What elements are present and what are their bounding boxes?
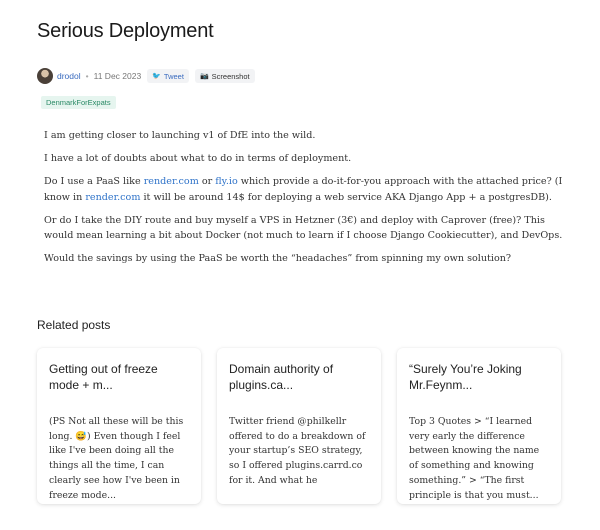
paragraph-5: Would the savings by using the PaaS be worth the “headaches” from spinning my own solution? [44, 253, 512, 264]
paragraph-4: Or do I take the DIY route and buy myself a VPS in Hetzner (3€) and deploy with Caprover (free)? This would mean learning a bit about Docker (not much to learn if I choose Django Cookiecutter), and DevOps. [44, 214, 563, 241]
related-posts-heading: Related posts [37, 318, 111, 332]
related-card-2[interactable] [217, 348, 381, 504]
paragraph-1: I am getting closer to launching v1 of DfE into the wild. [44, 130, 316, 141]
post-meta [37, 66, 255, 86]
text-span: it will be around 14$ for deploying a web service AKA Django App + a postgresDB). [140, 191, 552, 203]
paragraph-2: I have a lot of doubts about what to do in terms of deployment. [44, 153, 352, 164]
render-link[interactable]: render.com [143, 176, 199, 187]
card-title[interactable]: Domain authority of plugins.ca... [229, 362, 334, 392]
separator-dot: • [85, 71, 89, 81]
card-excerpt: Top 3 Quotes > “I learned very early the difference between knowing the name of something and knowing something.” > “The first principle is that you must... [409, 416, 540, 501]
tweet-button[interactable] [147, 69, 189, 83]
render-link-2[interactable]: render.com [85, 191, 141, 203]
twitter-bird-icon: 🐦 [152, 73, 161, 80]
camera-icon: 📷 [199, 73, 209, 80]
card-excerpt: Twitter friend @philkellr offered to do a breakdown of your startup’s SEO strategy, so I offered plugins.carrd.co for it. And what he [229, 416, 366, 486]
card-title[interactable]: “Surely You’re Joking Mr.Feynm... [409, 362, 522, 392]
related-card-1[interactable] [37, 348, 201, 504]
card-excerpt: (PS Not all these will be this long. 😅) Even though I feel like I've been doing all the things all the time, I can clearly see how I've been in freeze mode... [49, 416, 184, 501]
screenshot-label: Screenshot [211, 71, 250, 81]
tweet-label: Tweet [163, 71, 184, 81]
post-date: 11 Dec 2023 [93, 71, 142, 81]
tag-badge[interactable]: DenmarkForExpats [41, 96, 116, 109]
screenshot-button[interactable] [195, 69, 255, 83]
text-span: Do I use a PaaS like [44, 176, 144, 187]
avatar[interactable] [37, 68, 53, 84]
author-link[interactable]: drodol [57, 71, 81, 81]
related-card-3[interactable] [397, 348, 561, 504]
post-body [44, 128, 564, 274]
fly-link[interactable]: fly.io [215, 176, 238, 187]
card-title[interactable]: Getting out of freeze mode + m... [49, 362, 158, 392]
page-title: Serious Deployment [37, 20, 214, 42]
text-span: which provide a do-it-for-you approach with the attached price? (I know in [44, 176, 563, 203]
paragraph-3 [44, 174, 564, 205]
text-span: or [198, 176, 216, 187]
